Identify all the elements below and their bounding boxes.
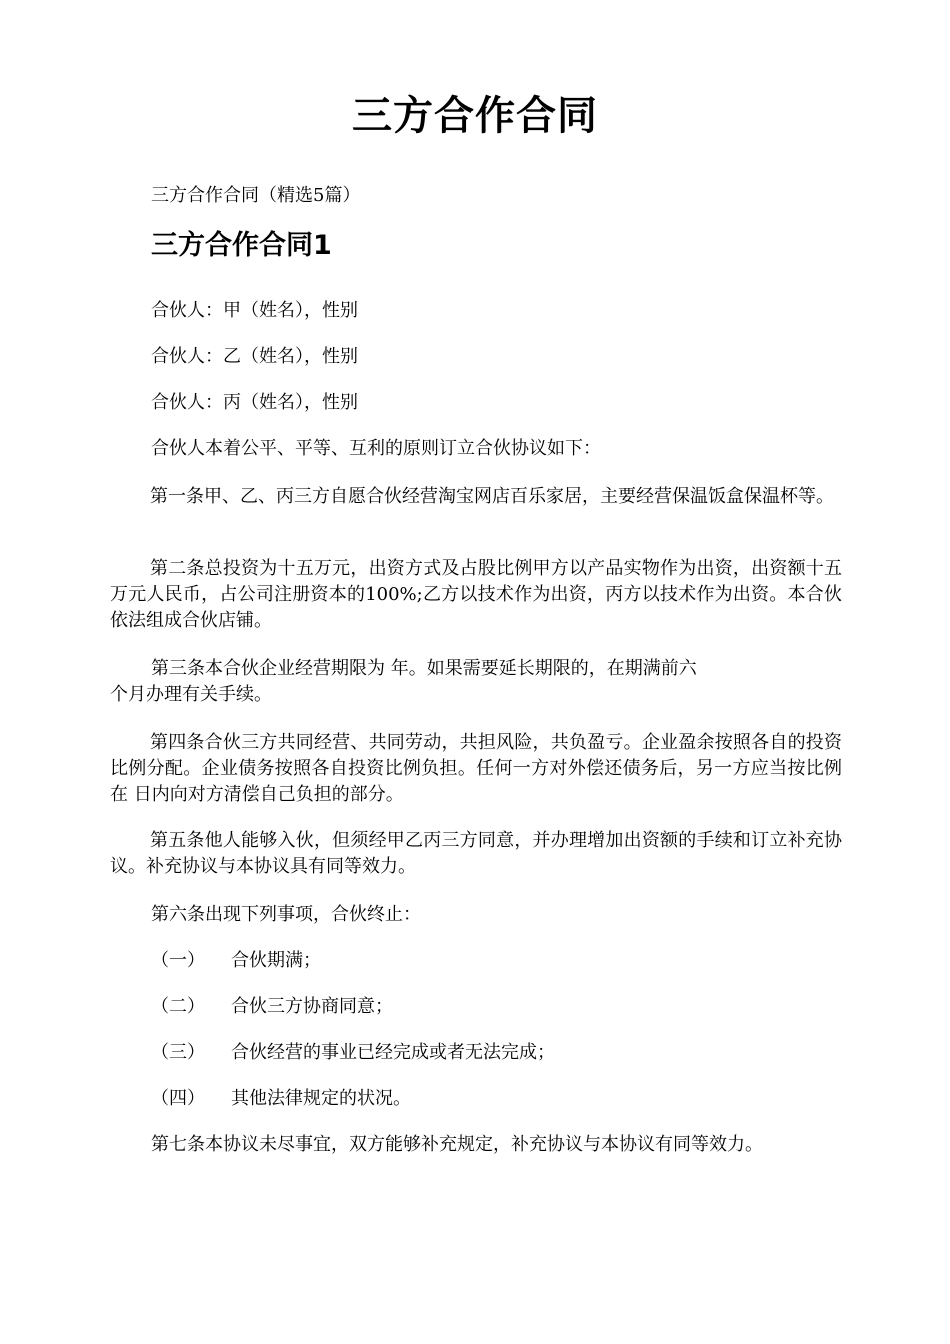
list-item	[151, 994, 393, 1020]
list-item-number: （二）	[151, 996, 205, 1017]
list-item	[151, 1040, 555, 1066]
section-heading: 三方合作合同1	[151, 230, 332, 261]
article-3-line-2: 个月办理有关手续。	[110, 684, 272, 705]
article-5: 第五条他人能够入伙，但须经甲乙丙三方同意，并办理增加出资额的手续和订立补充协议。补充协议与本协议具有同等效力。	[110, 830, 842, 877]
article-7: 第七条本协议未尽事宜，双方能够补充规定，补充协议与本协议有同等效力。	[151, 1134, 763, 1155]
list-item-text: 合伙三方协商同意；	[231, 996, 393, 1017]
partner-line-yi: 合伙人：乙（姓名），性别	[151, 346, 358, 367]
partner-line-jia: 合伙人：甲（姓名），性别	[151, 300, 358, 321]
list-item-text: 合伙期满；	[231, 950, 321, 971]
document-subtitle: 三方合作合同（精选5篇）	[151, 185, 361, 206]
list-item-number: （四）	[151, 1088, 205, 1109]
list-item-number: （三）	[151, 1042, 205, 1063]
list-item-number: （一）	[151, 950, 205, 971]
list-item-text: 合伙经营的事业已经完成或者无法完成；	[231, 1042, 555, 1063]
list-item	[151, 948, 321, 974]
article-3-line-1: 第三条本合伙企业经营期限为 年。如果需要延长期限的，在期满前六	[151, 658, 697, 679]
article-6: 第六条出现下列事项，合伙终止：	[151, 904, 421, 925]
list-item	[151, 1086, 411, 1112]
article-4: 第四条合伙三方共同经营、共同劳动，共担风险，共负盈亏。企业盈余按照各自的投资比例分配。企业债务按照各自投资比例负担。任何一方对外偿还债务后，另一方应当按比例在 日内向对方清偿自己负担的部分。	[110, 732, 842, 805]
list-item-text: 其他法律规定的状况。	[231, 1088, 411, 1109]
intro-paragraph: 合伙人本着公平、平等、互利的原则订立合伙协议如下：	[151, 438, 601, 459]
document-title: 三方合作合同	[352, 93, 598, 139]
article-1: 第一条甲、乙、丙三方自愿合伙经营淘宝网店百乐家居，主要经营保温饭盒保温杯等。	[150, 486, 834, 507]
partner-line-bing: 合伙人：丙（姓名），性别	[151, 392, 358, 413]
article-2: 第二条总投资为十五万元，出资方式及占股比例甲方以产品实物作为出资，出资额十五万元人民币，占公司注册资本的100%;乙方以技术作为出资，丙方以技术作为出资。本合伙依法组成合伙店铺。	[110, 558, 842, 631]
